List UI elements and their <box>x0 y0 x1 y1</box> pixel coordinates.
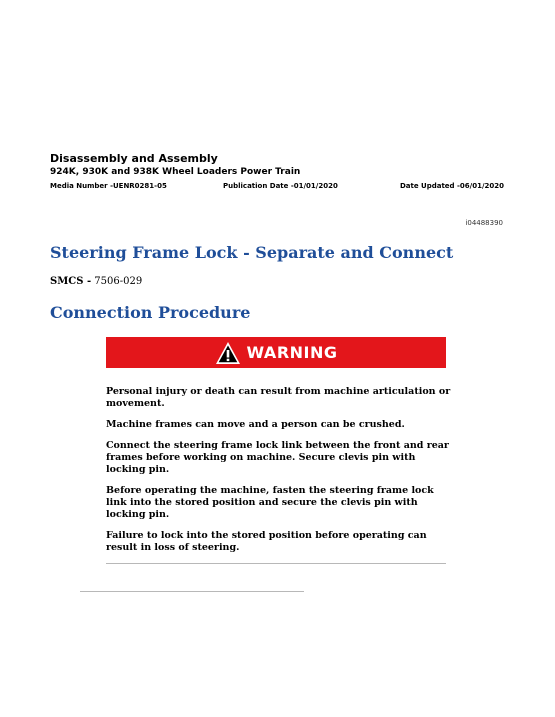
footer-divider <box>80 591 304 592</box>
image-id: i04488390 <box>465 219 503 227</box>
publication-date: Publication Date -01/01/2020 <box>223 182 338 190</box>
smcs-line <box>50 276 142 287</box>
warning-divider <box>106 563 446 564</box>
warning-paragraph: Personal injury or death can result from machine articulation or movement. <box>106 386 451 409</box>
smcs-label: SMCS - <box>50 276 92 287</box>
warning-paragraph: Before operating the machine, fasten the steering frame lock link into the stored position and secure the clevis pin with locking pin. <box>106 485 434 520</box>
media-number: Media Number -UENR0281-05 <box>50 182 167 190</box>
warning-triangle-icon <box>215 341 241 365</box>
page-title: Steering Frame Lock - Separate and Connect <box>50 243 454 262</box>
warning-paragraph: Connect the steering frame lock link between the front and rear frames before working on machine. Secure clevis pin with locking pin. <box>106 440 449 475</box>
date-updated: Date Updated -06/01/2020 <box>399 182 504 190</box>
smcs-code: 7506-029 <box>94 276 143 287</box>
document-title: Disassembly and Assembly <box>50 152 218 165</box>
document-subtitle: 924K, 930K and 938K Wheel Loaders Power Train <box>50 167 301 177</box>
warning-paragraph: Machine frames can move and a person can be crushed. <box>106 419 405 430</box>
warning-label: WARNING <box>246 343 338 362</box>
warning-paragraph: Failure to lock into the stored position before operating can result in loss of steering. <box>106 530 427 553</box>
section-title: Connection Procedure <box>50 303 251 322</box>
warning-text <box>106 386 451 563</box>
warning-banner <box>106 337 446 368</box>
